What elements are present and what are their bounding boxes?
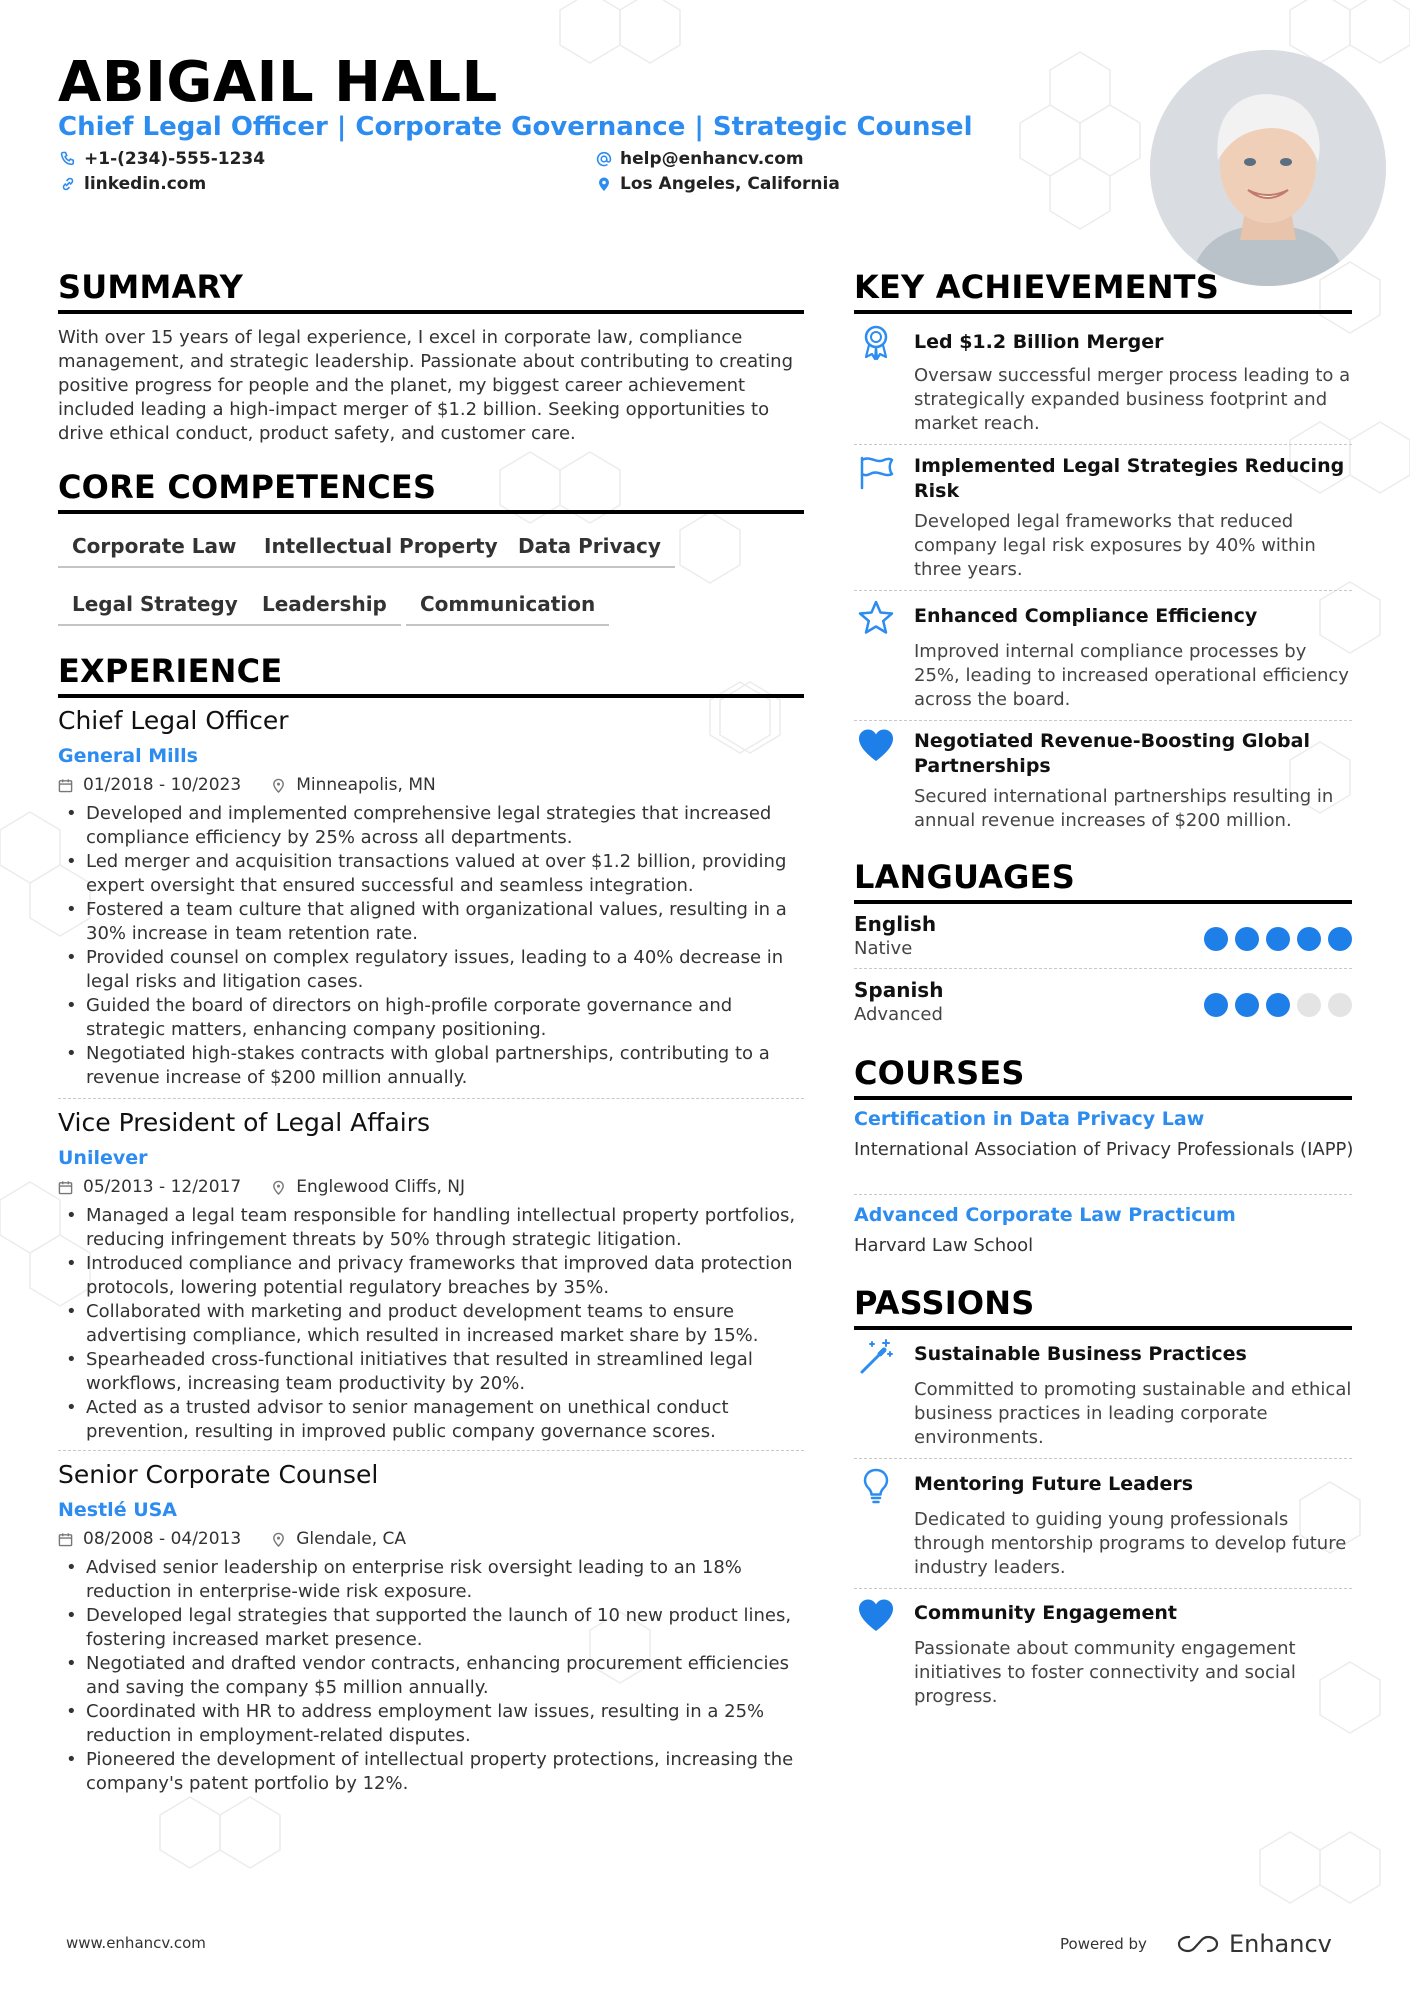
contact-location (596, 174, 840, 194)
summary-text: With over 15 years of legal experience, I excel in corporate law, compliance management, and strategic leadership. Passionate about contributing to creating positive progress for people and the planet, my biggest career achievement included leading a high-impact merger of $1.2 billion. Seeking opportunities to drive ethical conduct, product safety, and customer care. (58, 327, 794, 444)
job-location-wrap (271, 1529, 406, 1549)
company-name: General Mills (58, 745, 198, 767)
calendar-icon (58, 1532, 73, 1547)
contact-email[interactable] (596, 149, 804, 169)
job-bullet: • Introduced compliance and privacy frameworks that improved data protection protocols, lowering potential regulatory breaches by 35%. (58, 1252, 804, 1300)
powered-by-label: Powered by (1060, 1935, 1147, 1953)
profile-photo (1150, 50, 1386, 286)
linkedin-text: linkedin.com (84, 174, 207, 194)
company-name: Unilever (58, 1147, 148, 1169)
competence-tag: Data Privacy (504, 534, 675, 568)
passion-desc: Committed to promoting sustainable and ethical business practices in leading corporate environments. (914, 1379, 1352, 1448)
passion-title: Sustainable Business Practices (914, 1343, 1247, 1365)
language-name: English (854, 912, 937, 936)
passions-rule (854, 1326, 1352, 1330)
passion-title: Mentoring Future Leaders (914, 1473, 1194, 1495)
job-dates: 05/2013 - 12/2017 (83, 1177, 242, 1197)
lightbulb-icon (856, 1466, 896, 1506)
language-divider (854, 968, 1352, 969)
job-meta (58, 1529, 406, 1549)
job-bullet: • Spearheaded cross-functional initiatives that resulted in streamlined legal workflows, increasing team productivity by 20%. (58, 1348, 804, 1396)
job-title: Chief Legal Officer (58, 706, 289, 735)
achievement-desc: Developed legal frameworks that reduced company legal risk exposures by 40% within three years. (914, 511, 1316, 580)
avatar-illustration (1150, 50, 1386, 286)
job-bullet: • Advised senior leadership on enterprise risk oversight leading to an 18% reduction in enterprise-wide risk exposure. (58, 1556, 804, 1604)
course-title: Advanced Corporate Law Practicum (854, 1204, 1236, 1226)
map-pin-icon (271, 778, 286, 793)
language-rating (1204, 993, 1352, 1017)
job-bullet: • Pioneered the development of intellectual property protections, increasing the company's patent portfolio by 12%. (58, 1748, 804, 1796)
job-location-wrap (271, 1177, 465, 1197)
enhancv-logo-icon (1175, 1933, 1221, 1955)
passions-title: PASSIONS (854, 1284, 1035, 1322)
language-name: Spanish (854, 978, 944, 1002)
languages-rule (854, 900, 1352, 904)
course-institution: International Association of Privacy Professionals (IAPP) (854, 1139, 1354, 1160)
rating-dot (1297, 993, 1321, 1017)
heart-icon (856, 726, 896, 766)
rating-dot (1204, 993, 1228, 1017)
rating-dot (1266, 927, 1290, 951)
achievement-divider (854, 444, 1352, 445)
email-text: help@enhancv.com (620, 149, 804, 169)
rating-dot (1266, 993, 1290, 1017)
achievement-title: Enhanced Compliance Efficiency (914, 605, 1258, 627)
rating-dot (1235, 927, 1259, 951)
job-location: Minneapolis, MN (296, 775, 436, 795)
competences-title: CORE COMPETENCES (58, 468, 437, 506)
job-dates: 01/2018 - 10/2023 (83, 775, 242, 795)
job-bullet: • Developed and implemented comprehensive legal strategies that increased compliance efficiency by 25% across all departments. (58, 802, 804, 850)
job-bullet: • Negotiated high-stakes contracts with global partnerships, contributing to a revenue increase of $200 million annually. (58, 1042, 804, 1090)
calendar-icon (58, 778, 73, 793)
job-title: Senior Corporate Counsel (58, 1460, 379, 1489)
phone-text: +1-(234)-555-1234 (84, 149, 266, 169)
course-institution: Harvard Law School (854, 1235, 1034, 1256)
courses-rule (854, 1096, 1352, 1100)
star-icon (856, 598, 896, 638)
contact-phone[interactable] (60, 149, 265, 169)
link-icon (60, 176, 76, 192)
map-pin-icon (271, 1180, 286, 1195)
job-divider (58, 1098, 804, 1099)
job-bullets (58, 1204, 804, 1444)
course-title: Certification in Data Privacy Law (854, 1108, 1205, 1130)
achievement-title: Implemented Legal Strategies Reducing Risk (914, 455, 1345, 502)
summary-title: SUMMARY (58, 268, 243, 306)
rating-dot (1204, 927, 1228, 951)
competence-tag: Corporate Law (58, 534, 251, 568)
rating-dot (1235, 993, 1259, 1017)
magic-wand-icon (856, 1336, 896, 1376)
competence-tag: Communication (406, 592, 609, 626)
job-bullet: • Collaborated with marketing and product development teams to ensure advertising compliance, which resulted in increased market share by 15%. (58, 1300, 804, 1348)
achievement-desc: Oversaw successful merger process leading to a strategically expanded business footprint and market reach. (914, 365, 1351, 434)
summary-rule (58, 310, 804, 314)
job-bullet: • Guided the board of directors on high-profile corporate governance and strategic matters, enhancing company positioning. (58, 994, 804, 1042)
passion-desc: Passionate about community engagement initiatives to foster connectivity and social progress. (914, 1638, 1296, 1707)
job-bullet: • Coordinated with HR to address employment law issues, resulting in a 25% reduction in employment-related disputes. (58, 1700, 804, 1748)
enhancv-logo[interactable] (1175, 1930, 1332, 1958)
location-text: Los Angeles, California (620, 174, 840, 194)
competence-tag: Legal Strategy (58, 592, 252, 626)
heart-icon (856, 1596, 896, 1636)
course-divider (854, 1194, 1352, 1195)
job-bullet: • Provided counsel on complex regulatory issues, leading to a 40% decrease in legal risks and litigation cases. (58, 946, 804, 994)
phone-icon (60, 151, 76, 167)
job-bullet: • Developed legal strategies that supported the launch of 10 new product lines, fostering increased market presence. (58, 1604, 804, 1652)
job-bullet: • Acted as a trusted advisor to senior management on unethical conduct prevention, resulting in improved public company governance scores. (58, 1396, 804, 1444)
brand-name: Enhancv (1228, 1930, 1332, 1958)
calendar-icon (58, 1180, 73, 1195)
job-location: Englewood Cliffs, NJ (296, 1177, 466, 1197)
competence-tag: Leadership (248, 592, 401, 626)
rating-dot (1297, 927, 1321, 951)
language-level: Native (854, 938, 913, 959)
company-name: Nestlé USA (58, 1499, 178, 1521)
rating-dot (1328, 927, 1352, 951)
rating-dot (1328, 993, 1352, 1017)
experience-title: EXPERIENCE (58, 652, 283, 690)
language-level: Advanced (854, 1004, 943, 1025)
achievement-title: Negotiated Revenue-Boosting Global Partnerships (914, 730, 1310, 777)
map-pin-icon (596, 176, 612, 192)
at-sign-icon (596, 151, 612, 167)
achievement-divider (854, 590, 1352, 591)
candidate-name: ABIGAIL HALL (58, 50, 498, 115)
passion-title: Community Engagement (914, 1602, 1177, 1624)
job-bullet: • Fostered a team culture that aligned with organizational values, resulting in a 30% increase in team retention rate. (58, 898, 804, 946)
contact-linkedin[interactable] (60, 174, 206, 194)
map-pin-icon (271, 1532, 286, 1547)
footer-powered (1060, 1930, 1332, 1958)
passion-divider (854, 1458, 1352, 1459)
award-ribbon-icon (856, 322, 896, 362)
achievement-title: Led $1.2 Billion Merger (914, 331, 1164, 353)
competences-rule (58, 510, 804, 514)
job-location-wrap (271, 775, 436, 795)
experience-rule (58, 694, 804, 698)
achievement-divider (854, 720, 1352, 721)
job-bullets (58, 1556, 804, 1796)
languages-title: LANGUAGES (854, 858, 1075, 896)
courses-title: COURSES (854, 1054, 1025, 1092)
candidate-headline: Chief Legal Officer | Corporate Governance | Strategic Counsel (58, 112, 973, 142)
achievement-desc: Secured international partnerships resulting in annual revenue increases of $200 million. (914, 786, 1334, 831)
job-meta (58, 775, 436, 795)
flag-icon (856, 452, 896, 492)
achievement-desc: Improved internal compliance processes by 25%, leading to increased operational efficiency across the board. (914, 641, 1349, 710)
passion-desc: Dedicated to guiding young professionals through mentorship programs to develop future industry leaders. (914, 1509, 1347, 1578)
job-dates: 08/2008 - 04/2013 (83, 1529, 242, 1549)
job-bullet: • Led merger and acquisition transactions valued at over $1.2 billion, providing expert oversight that ensured successful and seamless integration. (58, 850, 804, 898)
achievements-rule (854, 310, 1352, 314)
job-bullets (58, 802, 804, 1090)
job-location: Glendale, CA (296, 1529, 407, 1549)
job-bullet: • Negotiated and drafted vendor contracts, enhancing procurement efficiencies and saving the company $5 million annually. (58, 1652, 804, 1700)
job-title: Vice President of Legal Affairs (58, 1108, 431, 1137)
job-meta (58, 1177, 465, 1197)
competence-tag: Intellectual Property (250, 534, 512, 568)
job-divider (58, 1450, 804, 1451)
achievements-title: KEY ACHIEVEMENTS (854, 268, 1219, 306)
passion-divider (854, 1588, 1352, 1589)
language-rating (1204, 927, 1352, 951)
footer-website[interactable]: www.enhancv.com (66, 1934, 206, 1952)
job-bullet: • Managed a legal team responsible for handling intellectual property portfolios, reducing infringement threats by 50% through strategic litigation. (58, 1204, 804, 1252)
